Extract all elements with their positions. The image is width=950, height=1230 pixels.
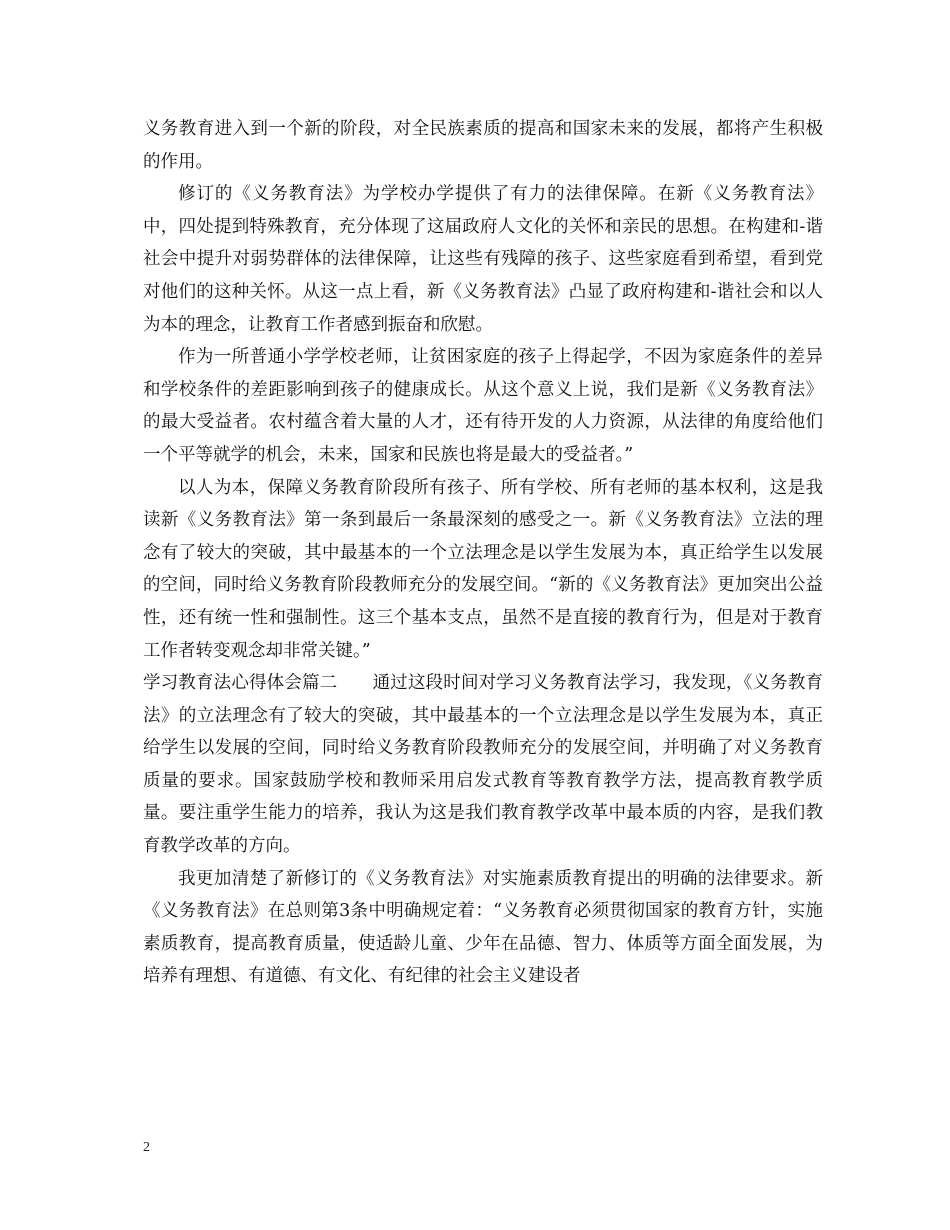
paragraph-5: 学习教育法心得体会篇二 通过这段时间对学习义务教育法学习，我发现，《义务教育法》的立法理念有了较大的突破，其中最基本的一个立法理念是以学生发展为本，真正给学生以发展的空间，同时给义务教育阶段教师充分的发展空间，并明确了对义务教育质量的要求。国家鼓励学校和教师采用启发式教育等教育教学方法，提高教育教学质量。要注重学生能力的培养，我认为这是我们教育教学改革中最本质的内容，是我们教育教学改革的方向。 <box>143 673 823 857</box>
paragraph-6: 我更加清楚了新修订的《义务教育法》对实施素质教育提出的明确的法律要求。新《义务教育法》在总则第3条中明确规定着：“义务教育必须贯彻国家的教育方针，实施素质教育，提高教育质量，使适龄儿童、少年在品德、智力、体质等方面全面发展，为培养有理想、有道德、有文化、有纪律的社会主义建设者 <box>143 868 823 987</box>
paragraph-2: 修订的《义务教育法》为学校办学提供了有力的法律保障。在新《义务教育法》中，四处提到特殊教育，充分体现了这届政府人文化的关怀和亲民的思想。在构建和-谐社会中提升对弱势群体的法律保障，让这些有残障的孩子、这些家庭看到希望，看到党对他们的这种关怀。从这一点上看，新《义务教育法》凸显了政府构建和-谐社会和以人为本的理念，让教育工作者感到振奋和欣慰。 <box>143 184 823 335</box>
page-number: 2 <box>143 1140 150 1155</box>
paragraph-1: 义务教育进入到一个新的阶段，对全民族素质的提高和国家未来的发展，都将产生积极的作用。 <box>143 119 823 172</box>
paragraph-3: 作为一所普通小学学校老师，让贫困家庭的孩子上得起学，不因为家庭条件的差异和学校条件的差距影响到孩子的健康成长。从这个意义上说，我们是新《义务教育法》的最大受益者。农村蕴含着大量的人才，还有待开发的人力资源，从法律的角度给他们一个平等就学的机会，未来，国家和民族也将是最大的受益者。” <box>143 347 823 465</box>
paragraph-4: 以人为本，保障义务教育阶段所有孩子、所有学校、所有老师的基本权利，这是我读新《义务教育法》第一条到最后一条最深刻的感受之一。新《义务教育法》立法的理念有了较大的突破，其中最基本的一个立法理念是以学生发展为本，真正给学生以发展的空间，同时给义务教育阶段教师充分的发展空间。“新的《义务教育法》更加突出公益性，还有统一性和强制性。这三个基本支点，虽然不是直接的教育行为，但是对于教育工作者转变观念却非常关键。” <box>143 477 823 661</box>
document-body <box>143 113 823 993</box>
